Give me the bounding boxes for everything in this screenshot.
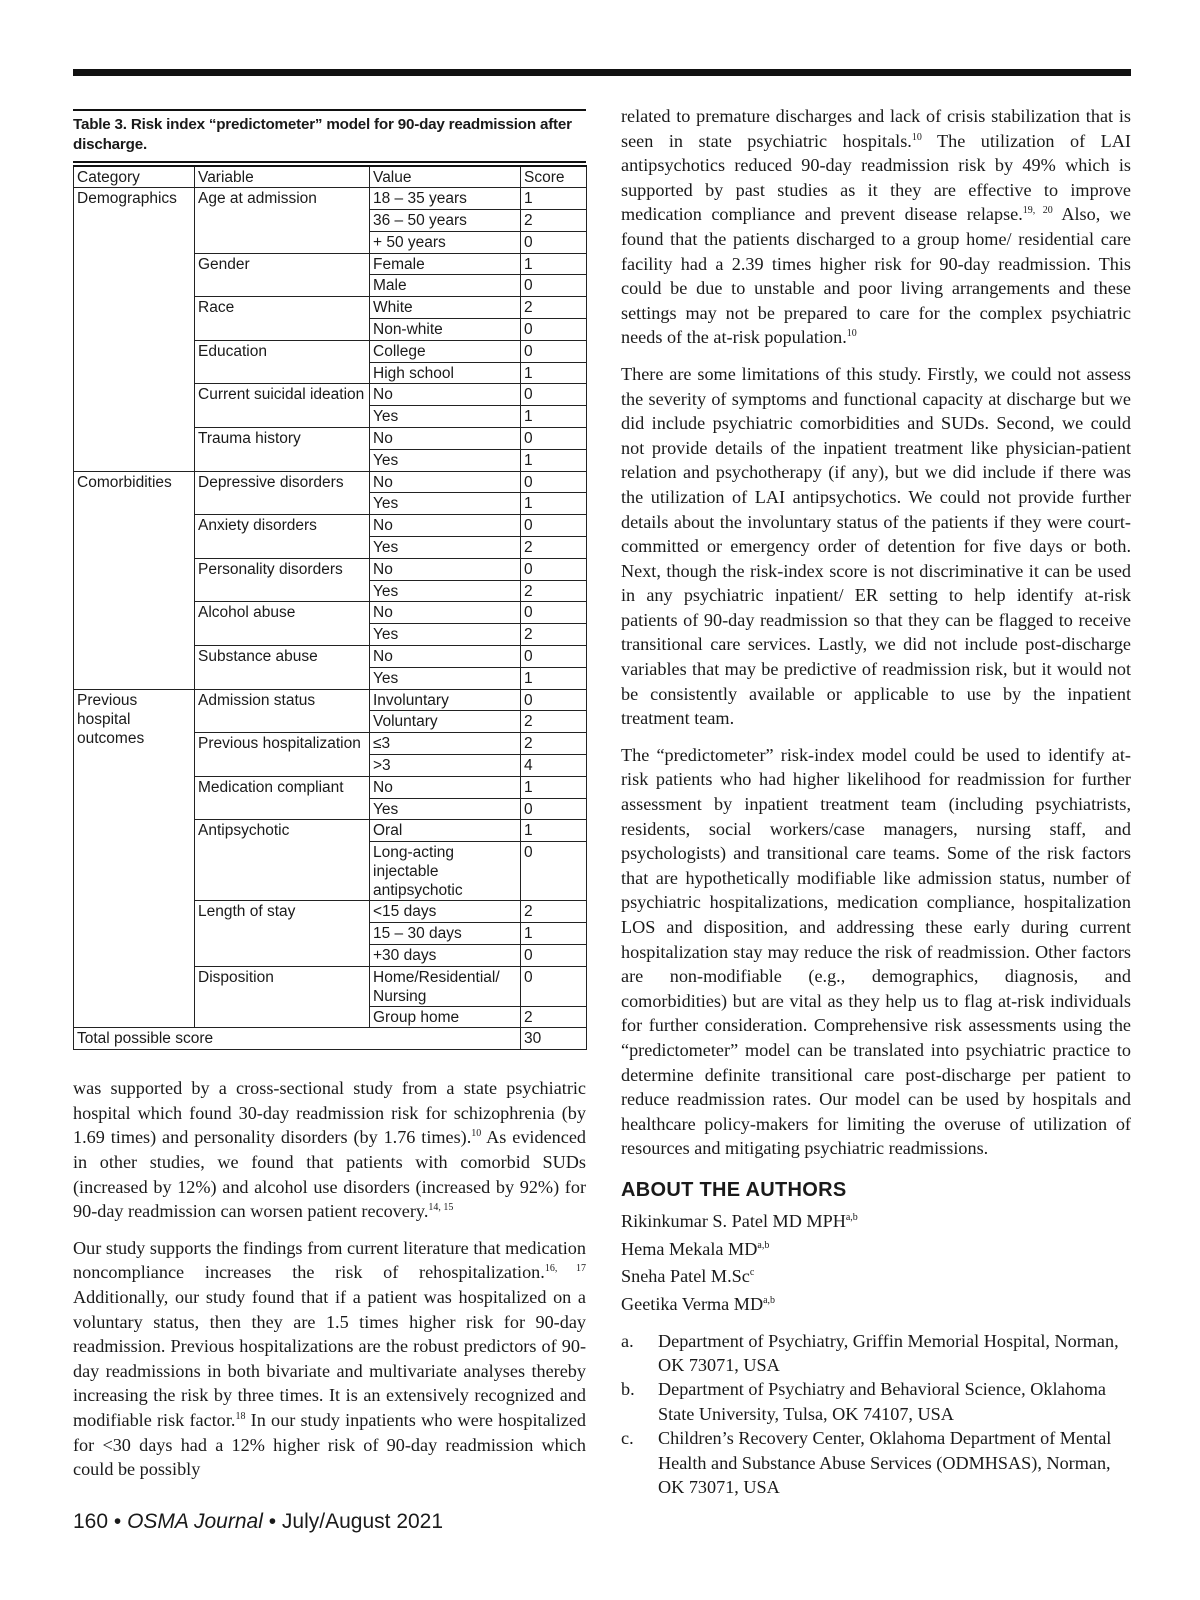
about-authors-heading: ABOUT THE AUTHORS <box>621 1178 847 1201</box>
body-paragraph <box>621 362 1131 731</box>
score-cell: 0 <box>521 602 587 624</box>
text-run: Our study supports the findings from current literature that medication noncompliance increases the risk of rehospitalization. <box>73 1237 586 1283</box>
author-name-text: Hema Mekala MD <box>621 1238 758 1259</box>
value-cell: Voluntary <box>370 711 521 733</box>
score-cell: 2 <box>521 537 587 559</box>
score-cell: 0 <box>521 966 587 1006</box>
score-cell: 0 <box>521 558 587 580</box>
score-cell: 0 <box>521 340 587 362</box>
value-cell: College <box>370 340 521 362</box>
score-cell: 0 <box>521 231 587 253</box>
value-cell: No <box>370 428 521 450</box>
right-body-text <box>621 104 1131 1161</box>
value-cell: ≤3 <box>370 733 521 755</box>
variable-cell: Length of stay <box>195 901 370 966</box>
author-name <box>621 1206 1131 1234</box>
variable-cell: Education <box>195 340 370 384</box>
variable-cell: Medication compliant <box>195 776 370 820</box>
author-name-text: Rikinkumar S. Patel MD MPH <box>621 1211 846 1231</box>
body-paragraph <box>621 743 1131 1161</box>
score-cell: 2 <box>521 297 587 319</box>
issue-date: July/August 2021 <box>281 1510 444 1533</box>
table-row <box>74 471 587 493</box>
score-cell: 2 <box>521 711 587 733</box>
score-cell: 0 <box>521 944 587 966</box>
text-run: The “predictometer” risk-index model could be used to identify at-risk patients who had higher likelihood for readmission for further assessment by inpatient treatment team (including psychiatrists, residents, social workers/case managers, nursing staff, and psychologists) and transitional care teams. Some of the risk factors that are hypothetically modifiable like admission status, number of psychiatric hospitalizations, medication compliance, hospitalization LOS and disposition, and addressing these early during current hospitalization stay may reduce the risk of readmission. Other factors are non-modifiable (e.g., demographics, diagnosis, and comorbidities) but are vital as they help us to flag at-risk individuals for further consideration. Comprehensive risk assessments using the “predictometer” model can be translated into psychiatric practice to determine definite transitional care post-discharge per patient to reduce readmission rates. Our model can be used by hospitals and healthcare policy-makers for limiting the overuse of utilization of resources and mitigating psychiatric readmissions. <box>621 744 1131 1159</box>
column-header: Value <box>370 166 521 188</box>
score-cell: 0 <box>521 275 587 297</box>
author-name <box>621 1289 1131 1317</box>
score-cell: 0 <box>521 471 587 493</box>
value-cell: No <box>370 602 521 624</box>
affiliation-letter: a. <box>621 1330 634 1351</box>
value-cell: Yes <box>370 624 521 646</box>
affiliation-item <box>621 1329 1131 1378</box>
reference-superscript: 10 <box>846 328 857 340</box>
text-run: In our study inpatients who were hospitalized for <30 days had a 12% higher risk of 90-day readmission which could be possibly <box>73 1409 586 1480</box>
text-run: As evidenced in other studies, we found that patients with comorbid SUDs (increased by 12%) and alcohol use disorders (increased by 92%) for 90-day readmission can worsen patient recovery. <box>73 1127 586 1222</box>
value-cell: Yes <box>370 667 521 689</box>
reference-superscript: 19, 20 <box>1022 205 1053 217</box>
text-run: related to premature discharges and lack of crisis stabilization that is seen in state psychiatric hospitals. <box>621 106 1131 151</box>
value-cell: Group home <box>370 1006 521 1028</box>
body-paragraph <box>73 1236 586 1482</box>
value-cell: Yes <box>370 537 521 559</box>
author-affiliation-marker: c <box>749 1267 755 1279</box>
journal-name: OSMA Journal <box>127 1510 263 1533</box>
author-name <box>621 1261 1131 1289</box>
value-cell: Yes <box>370 798 521 820</box>
footer-bullet: • <box>268 1510 277 1533</box>
score-cell: 0 <box>521 798 587 820</box>
score-cell: 2 <box>521 210 587 232</box>
author-affiliation-marker: a,b <box>845 1211 858 1223</box>
reference-superscript: 16, 17 <box>544 1263 586 1275</box>
value-cell: No <box>370 776 521 798</box>
value-cell: 36 – 50 years <box>370 210 521 232</box>
table-row <box>74 188 587 210</box>
score-cell: 0 <box>521 428 587 450</box>
reference-superscript: 14, 15 <box>428 1202 454 1214</box>
reference-superscript: 10 <box>911 131 922 143</box>
variable-cell: Previous hospitalization <box>195 733 370 777</box>
column-header: Variable <box>195 166 370 188</box>
category-cell: Comorbidities <box>74 471 195 689</box>
value-cell: <15 days <box>370 901 521 923</box>
variable-cell: Current suicidal ideation <box>195 384 370 428</box>
author-name <box>621 1234 1131 1262</box>
footer-bullet: • <box>113 1510 122 1533</box>
score-cell: 1 <box>521 188 587 210</box>
value-cell: No <box>370 384 521 406</box>
author-name-text: Geetika Verma MD <box>621 1293 764 1314</box>
page-footer <box>73 1510 443 1534</box>
value-cell: Home/Residential/ Nursing <box>370 966 521 1006</box>
variable-cell: Age at admission <box>195 188 370 253</box>
variable-cell: Alcohol abuse <box>195 602 370 646</box>
affiliation-letter: c. <box>621 1428 634 1449</box>
reference-superscript: 10 <box>471 1128 482 1140</box>
affiliation-item <box>621 1377 1131 1426</box>
value-cell: Long-acting injectable antipsychotic <box>370 842 521 901</box>
value-cell: Yes <box>370 493 521 515</box>
score-cell: 1 <box>521 362 587 384</box>
total-row <box>74 1028 587 1050</box>
value-cell: 18 – 35 years <box>370 188 521 210</box>
category-cell: Demographics <box>74 188 195 471</box>
affiliation-letter: b. <box>621 1379 635 1400</box>
score-cell: 1 <box>521 253 587 275</box>
variable-cell: Admission status <box>195 689 370 733</box>
value-cell: No <box>370 515 521 537</box>
value-cell: + 50 years <box>370 231 521 253</box>
value-cell: Male <box>370 275 521 297</box>
column-header: Category <box>74 166 195 188</box>
value-cell: No <box>370 646 521 668</box>
author-name-text: Sneha Patel M.Sc <box>621 1266 750 1287</box>
value-cell: High school <box>370 362 521 384</box>
affiliation-text: Department of Psychiatry, Griffin Memorial Hospital, Norman, OK 73071, USA <box>658 1330 1119 1375</box>
value-cell: >3 <box>370 755 521 777</box>
category-cell: Previous hospital outcomes <box>74 689 195 1028</box>
value-cell: Female <box>370 253 521 275</box>
variable-cell: Gender <box>195 253 370 297</box>
score-cell: 2 <box>521 733 587 755</box>
score-cell: 1 <box>521 449 587 471</box>
variable-cell: Disposition <box>195 966 370 1028</box>
right-column <box>621 104 1131 1499</box>
value-cell: White <box>370 297 521 319</box>
score-cell: 1 <box>521 820 587 842</box>
value-cell: No <box>370 471 521 493</box>
value-cell: +30 days <box>370 944 521 966</box>
column-header: Score <box>521 166 587 188</box>
text-run: The utilization of LAI antipsychotics reduced 90-day readmission risk by 49% which is supported by past studies as it they are effective to improve medication compliance and prevent disease relapse. <box>621 130 1131 225</box>
author-list <box>621 1206 1131 1317</box>
reference-superscript: 18 <box>235 1410 246 1422</box>
variable-cell: Personality disorders <box>195 558 370 602</box>
value-cell: No <box>370 558 521 580</box>
value-cell: 15 – 30 days <box>370 923 521 945</box>
score-cell: 1 <box>521 923 587 945</box>
author-affiliation-marker: a,b <box>763 1294 776 1306</box>
variable-cell: Anxiety disorders <box>195 515 370 559</box>
score-cell: 1 <box>521 406 587 428</box>
left-body-text <box>73 1076 586 1482</box>
total-score: 30 <box>521 1028 587 1050</box>
risk-index-table <box>73 165 587 1050</box>
variable-cell: Depressive disorders <box>195 471 370 515</box>
variable-cell: Trauma history <box>195 428 370 472</box>
author-affiliation-marker: a,b <box>757 1239 770 1251</box>
score-cell: 2 <box>521 580 587 602</box>
text-run: was supported by a cross-sectional study from a state psychiatric hospital which found 30-day readmission risk for schizophrenia (by 1.69 times) and personality disorders (by 1.76 times). <box>73 1078 586 1148</box>
table-caption: Table 3. Risk index “predictometer” model for 90-day readmission after discharge. <box>73 109 586 163</box>
total-label: Total possible score <box>74 1028 521 1050</box>
score-cell: 1 <box>521 776 587 798</box>
affiliation-item <box>621 1426 1131 1499</box>
table-header-row <box>74 166 587 188</box>
variable-cell: Race <box>195 297 370 341</box>
variable-cell: Antipsychotic <box>195 820 370 901</box>
score-cell: 2 <box>521 1006 587 1028</box>
value-cell: Involuntary <box>370 689 521 711</box>
score-cell: 1 <box>521 493 587 515</box>
affiliation-text: Department of Psychiatry and Behavioral Science, Oklahoma State University, Tulsa, OK 74107, USA <box>658 1379 1106 1424</box>
score-cell: 0 <box>521 646 587 668</box>
value-cell: Non-white <box>370 319 521 341</box>
score-cell: 0 <box>521 384 587 406</box>
text-run: Also, we found that the patients discharged to a group home/ residential care facility had a 2.39 times higher risk for 90-day readmission. This could be due to unstable and poor living arrangements and these settings may not be prepared to care for the complex psychiatric needs of the at-risk population. <box>621 204 1131 348</box>
score-cell: 0 <box>521 515 587 537</box>
score-cell: 0 <box>521 689 587 711</box>
affiliation-text: Children’s Recovery Center, Oklahoma Department of Mental Health and Substance Abuse Services (ODMHSAS), Norman, OK 73071, USA <box>658 1428 1112 1497</box>
left-column <box>73 109 586 1482</box>
variable-cell: Substance abuse <box>195 646 370 690</box>
value-cell: Yes <box>370 580 521 602</box>
text-run: There are some limitations of this study. Firstly, we could not assess the severity of symptoms and functional capacity at discharge but we did include psychiatric comorbidities and SUDs. Second, we could not provide details of the inpatient treatment like physician-patient relation and psychotherapy (if any), but we did include if there was the utilization of LAI antipsychotics. We could not provide further details about the involuntary status of the patients if they were court-committed or emergency order of detention for five days or both. Next, though the risk-index score is not discriminative it can be used in any psychiatric inpatient/ ER setting to help identify at-risk patients of 90-day readmission so that they can be flagged to receive transitional care services. Lastly, we did not include post-discharge variables that may be predictive of readmission risk, but it would not be consistently available or applicable to use by the inpatient treatment team. <box>621 363 1131 729</box>
score-cell: 4 <box>521 755 587 777</box>
score-cell: 0 <box>521 842 587 901</box>
top-rule <box>73 69 1131 76</box>
body-paragraph <box>621 104 1131 350</box>
body-paragraph <box>73 1076 586 1224</box>
value-cell: Yes <box>370 406 521 428</box>
value-cell: Yes <box>370 449 521 471</box>
score-cell: 2 <box>521 901 587 923</box>
affiliation-list <box>621 1329 1131 1500</box>
value-cell: Oral <box>370 820 521 842</box>
score-cell: 0 <box>521 319 587 341</box>
table-row <box>74 689 587 711</box>
score-cell: 1 <box>521 667 587 689</box>
page-number: 160 <box>73 1510 109 1533</box>
score-cell: 2 <box>521 624 587 646</box>
text-run: Additionally, our study found that if a patient was hospitalized on a voluntary status, then they are 1.5 times higher risk for 90-day readmission. Previous hospitalizations are the robust predictors of 90-day readmissions in both bivariate and multivariate analyses thereby increasing the risk by three times. It is an extensively recognized and modifiable risk factor. <box>73 1286 586 1430</box>
